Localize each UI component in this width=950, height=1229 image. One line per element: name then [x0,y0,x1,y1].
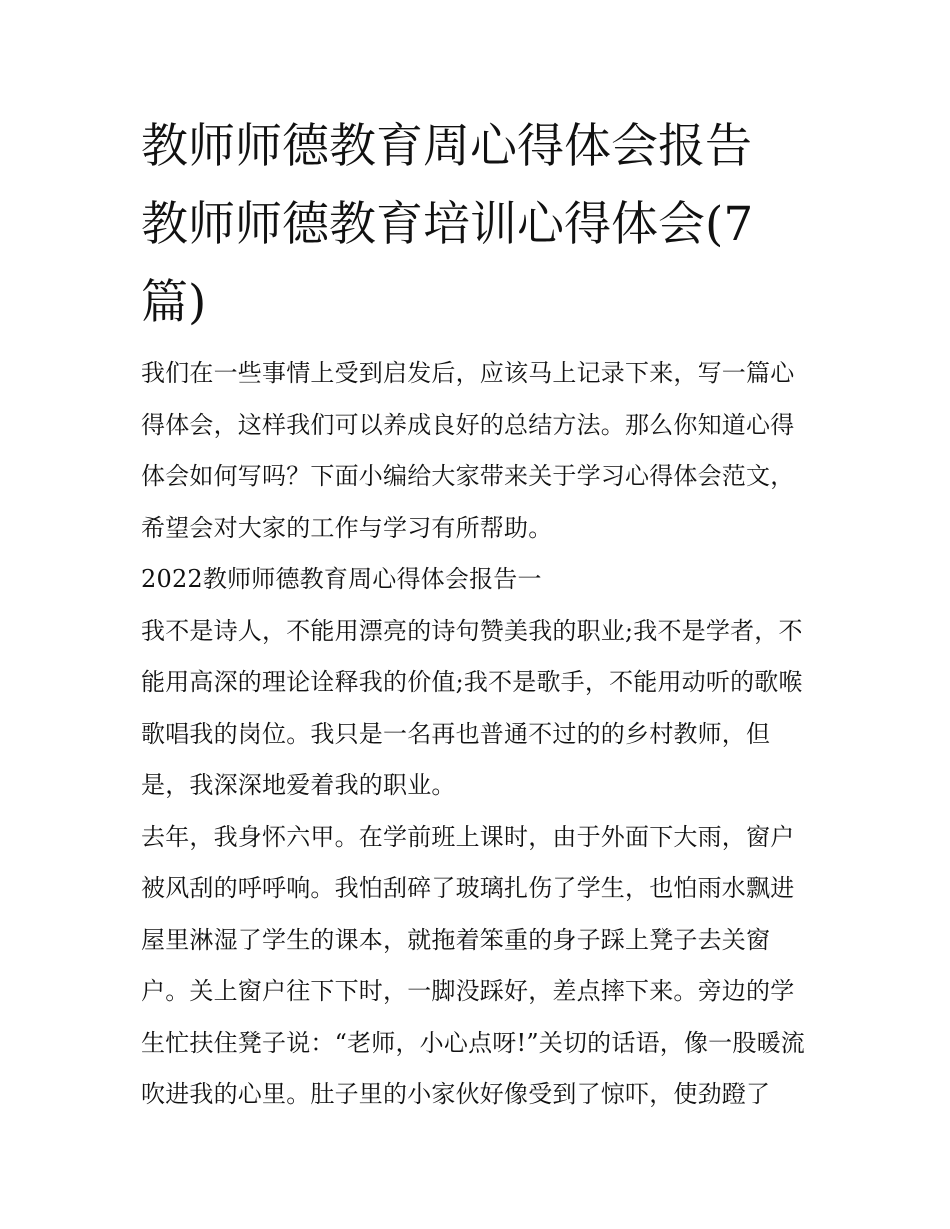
body-paragraph-2: 去年，我身怀六甲。在学前班上课时，由于外面下大雨，窗户被风刮的呼呼响。我怕刮碎了玻璃扎伤了学生，也怕雨水飘进屋里淋湿了学生的课本，就拖着笨重的身子踩上凳子去关窗户。关上窗户往下下时，一脚没踩好，差点摔下来。旁边的学生忙扶住凳子说：“老师，小心点呀!”关切的话语，像一股暖流吹进我的心里。肚子里的小家伙好像受到了惊吓，使劲蹬了 [141,822,805,1108]
document-paragraphs [141,348,813,1121]
title-line-2: 教师师德教育培训心得体会(7 [141,197,754,252]
document-body [141,108,813,1121]
title-line-1: 教师师德教育周心得体会报告 [141,119,752,174]
document-title [141,108,813,342]
body-paragraph-1: 我不是诗人，不能用漂亮的诗句赞美我的职业;我不是学者，不能用高深的理论诠释我的价值;我不是歌手，不能用动听的歌喉歌唱我的岗位。我只是一名再也普通不过的的乡村教师，但是，我深深地爱着我的职业。 [141,616,803,799]
section-heading: 2022教师师德教育周心得体会报告一 [141,565,542,593]
intro-paragraph: 我们在一些事情上受到启发后，应该马上记录下来，写一篇心得体会，这样我们可以养成良好的总结方法。那么你知道心得体会如何写吗？下面小编给大家带来关于学习心得体会范文，希望会对大家的工作与学习有所帮助。 [141,359,795,542]
title-line-3: 篇) [141,275,207,330]
